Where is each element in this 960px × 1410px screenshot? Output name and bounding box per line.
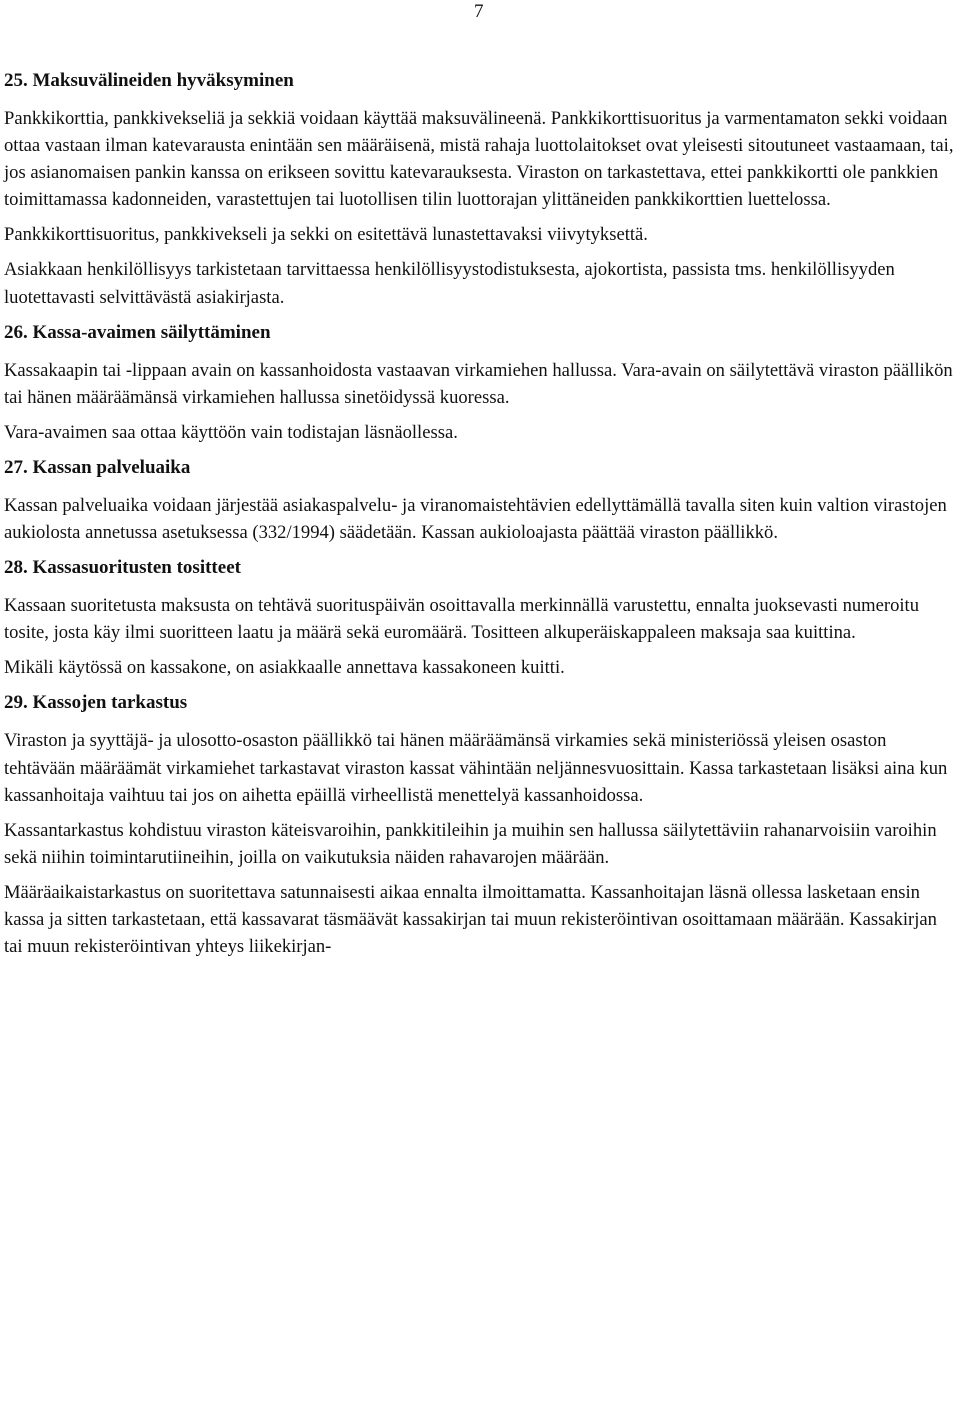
- section-heading: 25. Maksuvälineiden hyväksyminen: [4, 70, 294, 91]
- section-heading: 29. Kassojen tarkastus: [4, 692, 188, 714]
- paragraph: Mikäli käytössä on kassakone, on asiakkaalle annettava kassakoneen kuitti.: [4, 657, 565, 679]
- paragraph: Vara-avaimen saa ottaa käyttöön vain todistajan läsnäollessa.: [4, 421, 458, 443]
- section-25: [4, 67, 956, 311]
- section-heading: 26. Kassa-avaimen säilyttäminen: [4, 321, 271, 343]
- section-heading: 28. Kassasuoritusten tositteet: [4, 557, 241, 579]
- section-heading: 27. Kassan palveluaika: [4, 456, 191, 478]
- section-27: [4, 454, 956, 546]
- paragraph: Kassan palveluaika voidaan järjestää asiakaspalvelu- ja viranomaistehtävien edellyttämällä tavalla siten kuin valtion virastojen aukiolosta annetussa asetuksessa (332/1994) säädetään. Kassan aukioloajasta päättää viraston päällikkö.: [4, 494, 947, 544]
- document-body: [4, 67, 956, 960]
- section-26: [4, 319, 956, 446]
- paragraph: Määräaikaistarkastus on suoritettava satunnaisesti aikaa ennalta ilmoittamatta. Kassanhoitajan läsnä ollessa lasketaan ensin kassa ja sitten tarkastetaan, että kassavarat täsmäävät kassakirjan tai muun rekisteröintivan osoittamaan määrään. Kassakirjan tai muun rekisteröintivan yhteys liikekirjan-: [4, 881, 937, 958]
- paragraph: Viraston ja syyttäjä- ja ulosotto-osaston päällikkö tai hänen määräämänsä virkamies sekä ministeriössä yleisen osaston tehtävään määräämät virkamiehet tarkastavat viraston kassat vähintään neljännesvuosittain. Kassa tarkastetaan lisäksi aina kun kassanhoitaja vaihtuu tai jos on aihetta epäillä virheellistä menettelyä kassanhoidossa.: [4, 730, 948, 806]
- paragraph: Asiakkaan henkilöllisyys tarkistetaan tarvittaessa henkilöllisyystodistuksesta, ajokortista, passista tms. henkilöllisyyden luotettavasti selvittävästä asiakirjasta.: [4, 259, 895, 308]
- paragraph: Kassakaapin tai -lippaan avain on kassanhoidosta vastaavan virkamiehen hallussa. Vara-avain on säilytettävä viraston päällikön tai hänen määräämänsä virkamiehen hallussa sinetöidyssä kuoressa.: [4, 359, 953, 408]
- paragraph: Pankkikorttisuoritus, pankkivekseli ja sekki on esitettävä lunastettavaksi viivytyksettä.: [4, 224, 648, 246]
- section-29: [4, 689, 956, 960]
- paragraph: Kassantarkastus kohdistuu viraston käteisvaroihin, pankkitileihin ja muihin sen hallussa säilytettäviin rahanarvoisiin varoihin sekä niihin toimintarutiineihin, joilla on vaikutuksia näiden rahavarojen määrään.: [4, 819, 937, 868]
- page-number: 7: [474, 1, 484, 22]
- paragraph: Pankkikorttia, pankkivekseliä ja sekkiä voidaan käyttää maksuvälineenä. Pankkikorttisuoritus ja varmentamaton sekki voidaan ottaa vastaan ilman katevarausta enintään sen määräisenä, mistä rahaja luottolaitokset ovat yleisesti sitoutuneet vastaamaan, tai, jos asianomaisen pankin kanssa on erikseen sovittu katevarauksesta. Viraston on tarkastettava, ettei pankkikortti ole pankkien toimittamassa kadonneiden, varastettujen tai luotollisen tilin luottorajan ylittäneiden pankkikorttien luettelossa.: [4, 108, 954, 211]
- paragraph: Kassaan suoritetusta maksusta on tehtävä suorituspäivän osoittavalla merkinnällä varustettu, ennalta juoksevasti numeroitu tosite, josta käy ilmi suoritteen laatu ja määrä sekä euromäärä. Tositteen alkuperäiskappaleen maksaja saa kuittina.: [4, 595, 919, 644]
- section-28: [4, 554, 956, 681]
